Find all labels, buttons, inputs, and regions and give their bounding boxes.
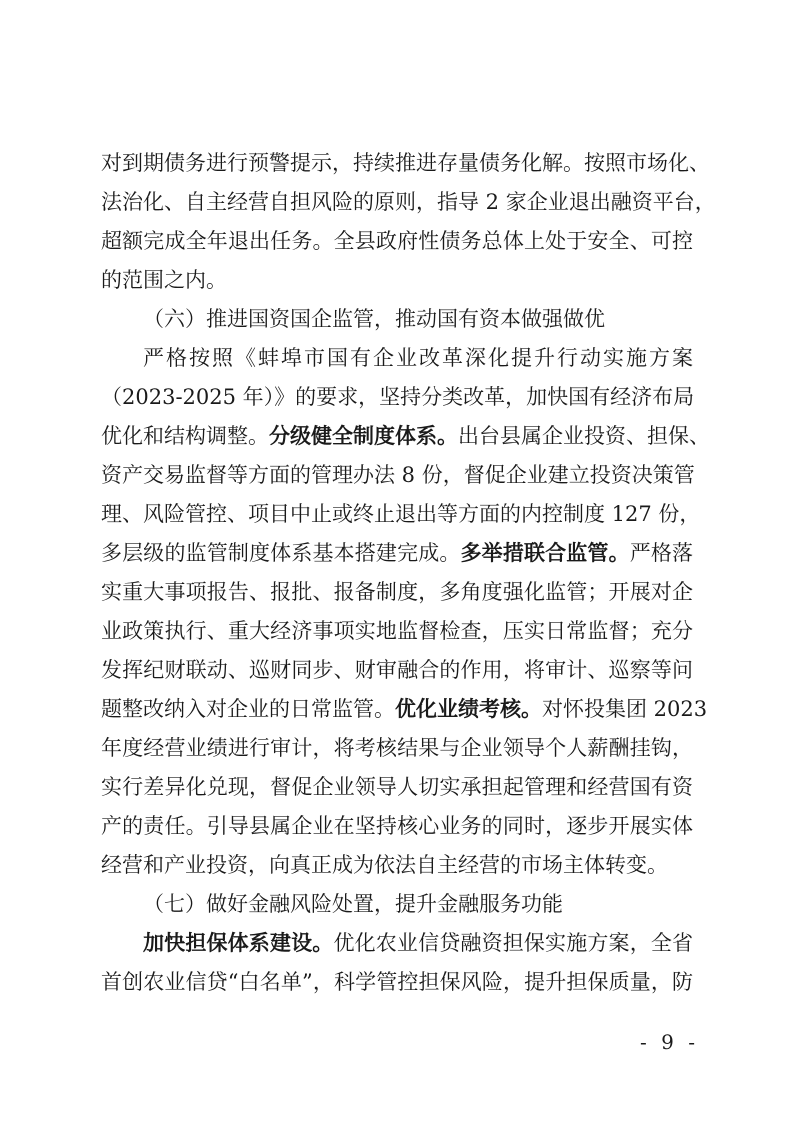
paragraph-line: 实行差异化兑现，督促企业领导人切实承担起管理和经营国有资 — [101, 775, 693, 799]
paragraph-line: （2023-2025 年）》的要求，坚持分类改革，加快国有经济布局 — [101, 385, 695, 409]
paragraph-line: 超额完成全年退出任务。全县政府性债务总体上处于安全、可控 — [101, 229, 693, 253]
paragraph-line — [101, 540, 693, 566]
paragraph-line: 业政策执行、重大经济事项实地监督检查，压实日常监督；充分 — [101, 619, 693, 643]
paragraph-line: 年度经营业绩进行审计，将考核结果与企业领导个人薪酬挂钩， — [101, 736, 693, 760]
paragraph-line: 理、风险管控、项目中止或终止退出等方面的内控制度 127 份， — [101, 502, 701, 526]
text-run: 出台县属企业投资、担保、 — [458, 424, 710, 448]
paragraph-line — [101, 423, 710, 449]
paragraph-line: 资产交易监督等方面的管理办法 8 份，督促企业建立投资决策管 — [101, 463, 695, 487]
text-run: 优化农业信贷融资担保实施方案，全省 — [333, 931, 694, 955]
bold-subheading: 优化业绩考核。 — [395, 697, 542, 721]
paragraph-line: 首创农业信贷“白名单”，科学管控担保风险，提升担保质量，防 — [101, 970, 693, 994]
paragraph-line — [143, 930, 693, 956]
bold-subheading: 多举措联合监管。 — [460, 541, 630, 565]
paragraph-line: 的范围之内。 — [101, 268, 227, 292]
page-number: - 9 - — [640, 1030, 699, 1054]
text-run: 严格落 — [629, 541, 694, 565]
paragraph-line: 对到期债务进行预警提示，持续推进存量债务化解。按照市场化、 — [101, 151, 710, 175]
paragraph-line: 经营和产业投资，向真正成为依法自主经营的市场主体转变。 — [101, 853, 668, 877]
bold-subheading: 分级健全制度体系。 — [269, 424, 458, 448]
text-run: 对怀投集团 2023 — [542, 697, 708, 721]
bold-subheading: 加快担保体系建设。 — [143, 931, 334, 955]
section-heading-7: （七）做好金融风险处置，提升金融服务功能 — [143, 892, 563, 916]
paragraph-line: 发挥纪财联动、巡财同步、财审融合的作用，将审计、巡察等问 — [101, 658, 693, 682]
paragraph-line: 严格按照《蚌埠市国有企业改革深化提升行动实施方案 — [143, 346, 693, 370]
text-run: 多层级的监管制度体系基本搭建完成。 — [101, 541, 461, 565]
paragraph-line: 产的责任。引导县属企业在坚持核心业务的同时，逐步开展实体 — [101, 814, 693, 838]
section-heading-6: （六）推进国资国企监管，推动国有资本做强做优 — [143, 307, 605, 331]
paragraph-line: 法治化、自主经营自担风险的原则，指导 2 家企业退出融资平台， — [101, 190, 716, 214]
paragraph-line — [101, 696, 708, 722]
text-run: 优化和结构调整。 — [101, 424, 269, 448]
text-run: 题整改纳入对企业的日常监管。 — [101, 697, 395, 721]
paragraph-line: 实重大事项报告、报批、报备制度，多角度强化监管；开展对企 — [101, 580, 693, 604]
